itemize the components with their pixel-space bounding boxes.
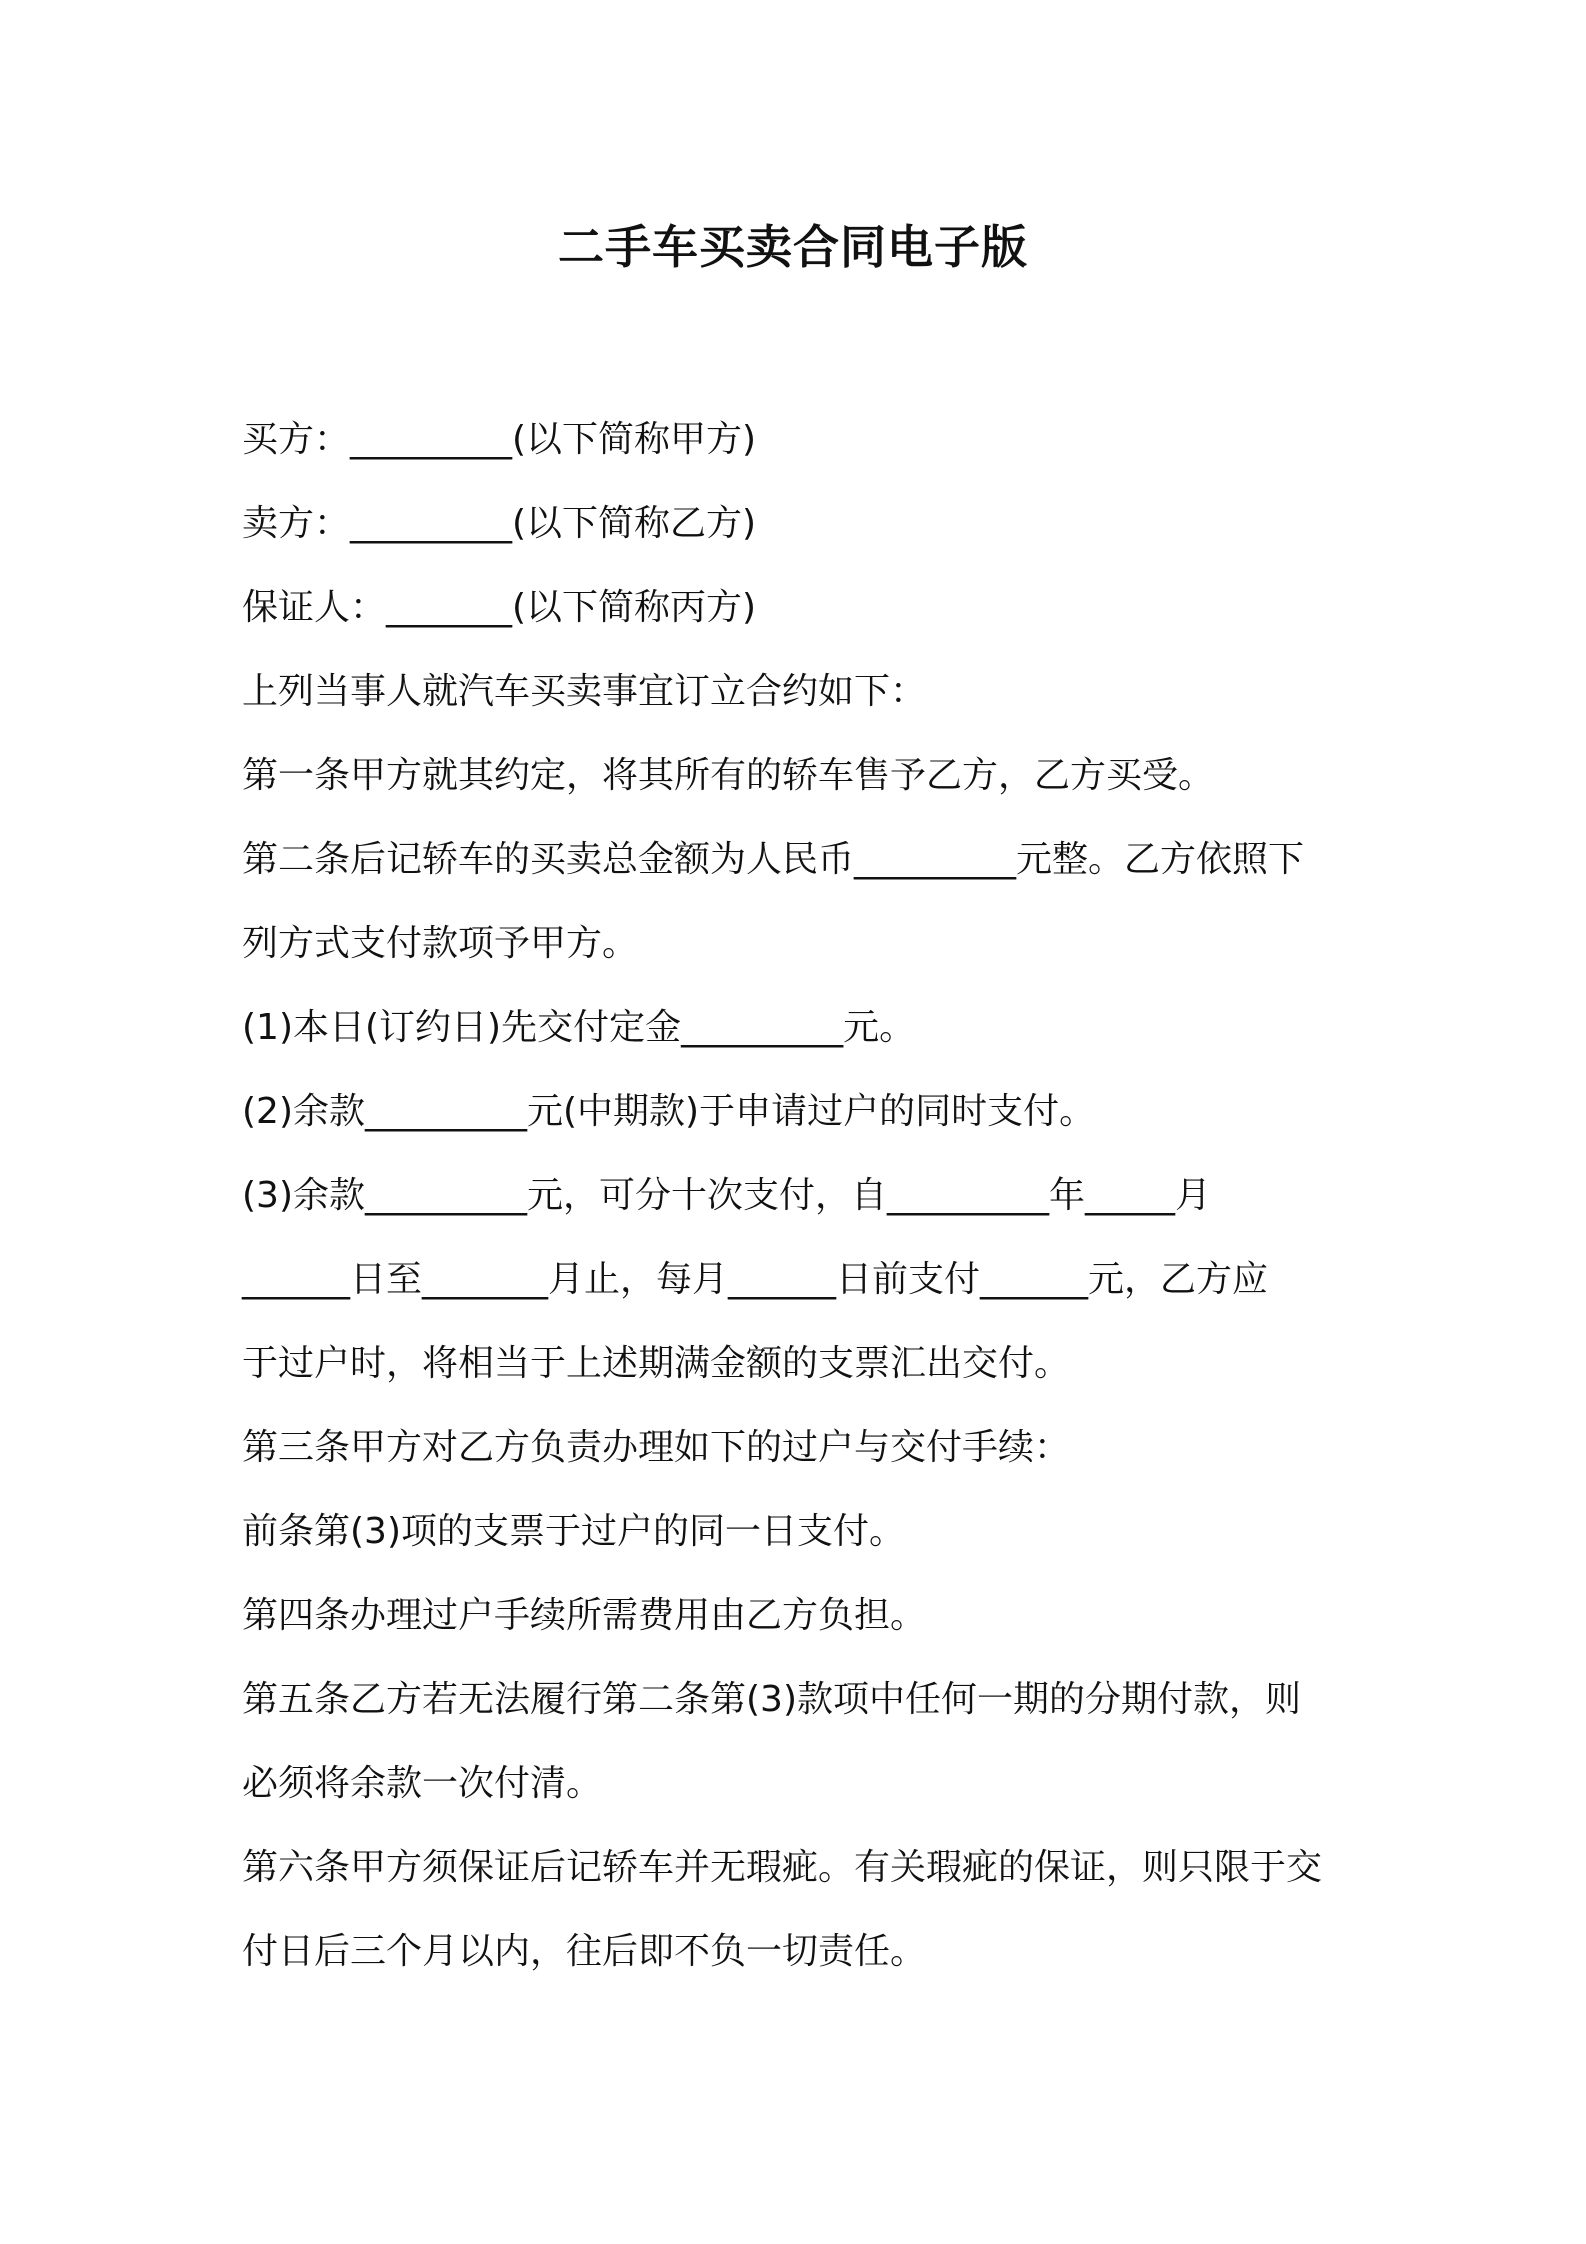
article-4-line: 第四条办理过户手续所需费用由乙方负担。 — [242, 1595, 927, 1636]
article-5-line-1: 第五条乙方若无法履行第二条第(3)款项中任何一期的分期付款，则 — [242, 1679, 1301, 1720]
article-2-line-1: 第二条后记轿车的买卖总金额为人民币_________元整。乙方依照下 — [242, 839, 1305, 880]
payment-item-1: (1)本日(订约日)先交付定金_________元。 — [242, 1007, 916, 1048]
preamble-line: 上列当事人就汽车买卖事宜订立合约如下： — [242, 671, 927, 712]
article-6-line-1: 第六条甲方须保证后记轿车并无瑕疵。有关瑕疵的保证，则只限于交 — [242, 1847, 1323, 1888]
document-title: 二手车买卖合同电子版 — [558, 220, 1028, 274]
article-5-line-2: 必须将余款一次付清。 — [242, 1763, 603, 1804]
article-3-line: 第三条甲方对乙方负责办理如下的过户与交付手续： — [242, 1427, 1071, 1468]
article-3-detail-line: 前条第(3)项的支票于过户的同一日支付。 — [242, 1511, 905, 1552]
payment-item-3-line-3: 于过户时，将相当于上述期满金额的支票汇出交付。 — [242, 1343, 1071, 1384]
buyer-line: 买方：_________(以下简称甲方) — [242, 419, 757, 460]
payment-item-3-line-2: ______日至_______月止，每月______日前支付______元，乙方应 — [242, 1259, 1269, 1300]
document-body — [242, 398, 1362, 1994]
article-1-line: 第一条甲方就其约定，将其所有的轿车售予乙方，乙方买受。 — [242, 755, 1215, 796]
article-2-line-2: 列方式支付款项予甲方。 — [242, 923, 639, 964]
payment-item-3-line-1: (3)余款_________元，可分十次支付，自_________年_____月 — [242, 1175, 1211, 1216]
payment-item-2: (2)余款_________元(中期款)于申请过户的同时支付。 — [242, 1091, 1096, 1132]
guarantor-line: 保证人：_______(以下简称丙方) — [242, 587, 757, 628]
article-6-line-2: 付日后三个月以内，往后即不负一切责任。 — [242, 1931, 927, 1972]
seller-line: 卖方：_________(以下简称乙方) — [242, 503, 757, 544]
